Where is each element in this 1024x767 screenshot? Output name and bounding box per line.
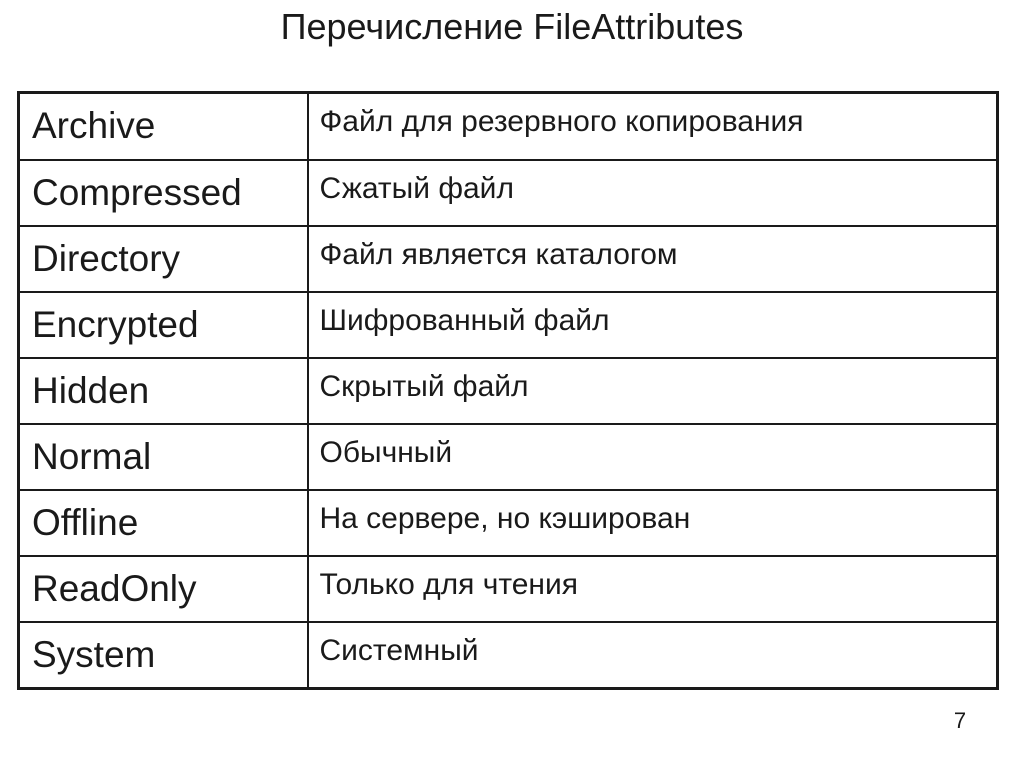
attribute-name: Hidden [32,370,150,411]
attribute-description: Сжатый файл [319,172,514,205]
file-attributes-table [17,91,999,690]
attribute-name-cell [19,556,308,622]
attribute-description: Шифрованный файл [319,304,610,337]
slide-title: Перечисление FileAttributes [280,6,744,47]
attribute-name-cell [19,490,308,556]
attribute-name: Encrypted [32,304,199,345]
attribute-name-cell [19,160,308,226]
attribute-name: System [32,634,156,675]
table-row [19,226,998,292]
table-row [19,292,998,358]
table-row [19,490,998,556]
attribute-name-cell [19,424,308,490]
attribute-description: Только для чтения [319,568,579,601]
attribute-description: Скрытый файл [319,370,529,403]
attribute-name-cell [19,226,308,292]
attribute-description-cell [308,490,998,556]
table-row [19,358,998,424]
table-row [19,93,998,161]
attribute-description: Файл является каталогом [319,238,678,271]
attribute-description-cell [308,424,998,490]
attribute-description-cell [308,160,998,226]
attribute-description: Системный [319,634,479,667]
attribute-name: ReadOnly [32,568,197,609]
attribute-name-cell [19,93,308,161]
attribute-name-cell [19,358,308,424]
attribute-description-cell [308,358,998,424]
attribute-description-cell [308,226,998,292]
attribute-description-cell [308,556,998,622]
attribute-name: Offline [32,502,139,543]
attribute-description-cell [308,622,998,689]
attribute-description: Файл для резервного копирования [319,105,804,138]
table-row [19,556,998,622]
attribute-name: Archive [32,105,156,146]
attribute-name-cell [19,622,308,689]
attribute-description-cell [308,292,998,358]
attribute-name: Normal [32,436,152,477]
page-number: 7 [953,708,967,733]
attribute-name: Directory [32,238,181,279]
table-row [19,160,998,226]
table-row [19,424,998,490]
attribute-description: Обычный [319,436,453,469]
table-row [19,622,998,689]
attribute-description: На сервере, но кэширован [319,502,691,535]
attribute-name-cell [19,292,308,358]
attribute-description-cell [308,93,998,161]
attribute-name: Compressed [32,172,242,213]
